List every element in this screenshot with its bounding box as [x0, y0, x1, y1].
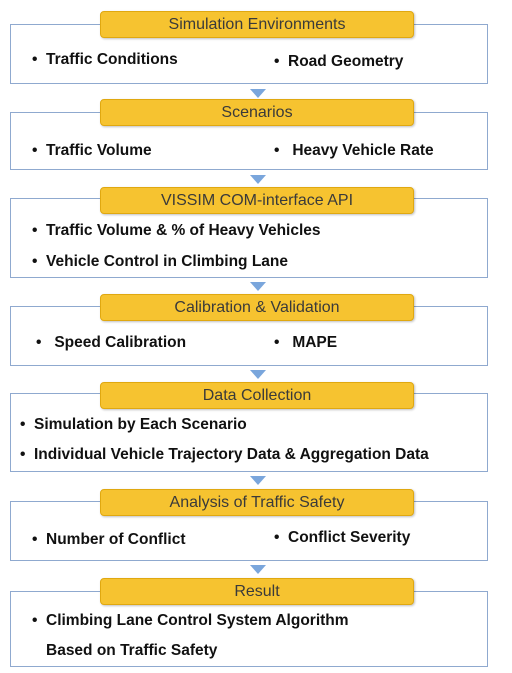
stage-item: • MAPE: [274, 334, 338, 351]
stage-item: • Road Geometry: [274, 53, 404, 70]
flow-arrow-down: [250, 476, 266, 485]
stage-item: • Vehicle Control in Climbing Lane: [32, 253, 288, 270]
stage-header-vissim-com-interface: VISSIM COM-interface API: [100, 187, 414, 214]
stage-item: • Simulation by Each Scenario: [20, 416, 247, 433]
stage-item: • Traffic Volume & % of Heavy Vehicles: [32, 222, 321, 239]
stage-item: • Climbing Lane Control System Algorithm: [32, 612, 349, 629]
flow-arrow-down: [250, 282, 266, 291]
stage-item: • Traffic Conditions: [32, 51, 178, 68]
stage-header-simulation-environments: Simulation Environments: [100, 11, 414, 38]
flow-arrow-down: [250, 370, 266, 379]
stage-item: • Number of Conflict: [32, 531, 186, 548]
stage-item: Based on Traffic Safety: [46, 642, 218, 659]
stage-item: • Speed Calibration: [36, 334, 187, 351]
stage-item: • Individual Vehicle Trajectory Data & Aggregation Data: [20, 446, 429, 463]
flow-arrow-down: [250, 565, 266, 574]
stage-item: • Heavy Vehicle Rate: [274, 142, 434, 159]
stage-header-analysis-traffic-safety: Analysis of Traffic Safety: [100, 489, 414, 516]
stage-header-scenarios: Scenarios: [100, 99, 414, 126]
stage-item: • Conflict Severity: [274, 529, 411, 546]
flow-arrow-down: [250, 175, 266, 184]
flow-arrow-down: [250, 89, 266, 98]
stage-item: • Traffic Volume: [32, 142, 152, 159]
stage-header-result: Result: [100, 578, 414, 605]
stage-header-data-collection: Data Collection: [100, 382, 414, 409]
stage-header-calibration-validation: Calibration & Validation: [100, 294, 414, 321]
